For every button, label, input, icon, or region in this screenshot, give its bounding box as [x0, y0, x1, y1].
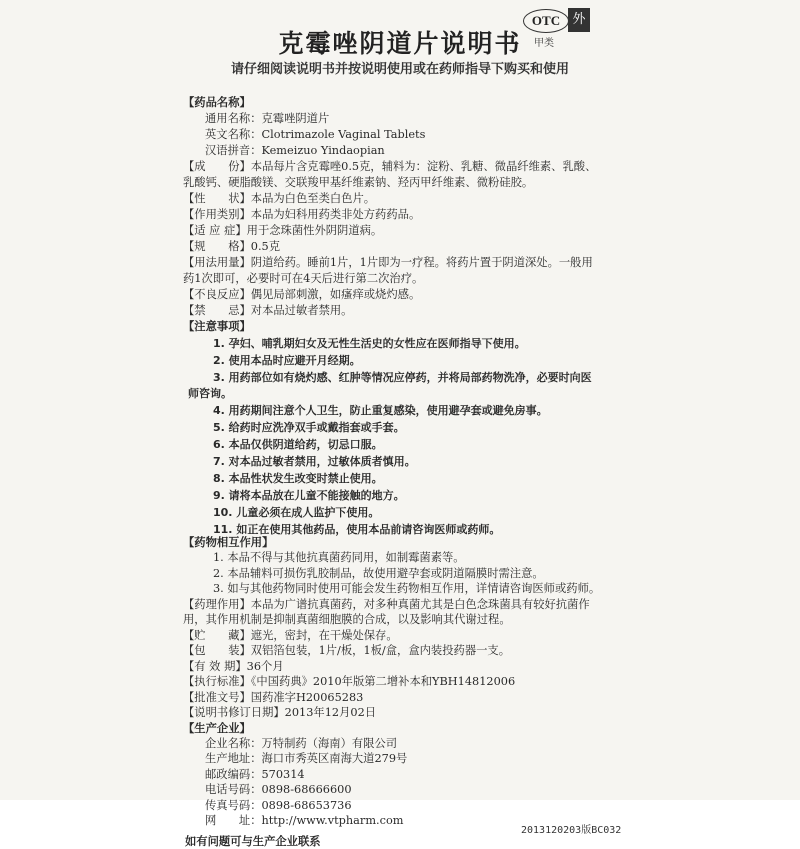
company-detail-line: 传真号码：0898-68653736 — [205, 798, 352, 812]
leaflet-line: 【有 效 期】36个月 — [183, 659, 284, 673]
leaflet-line: 【药品名称】 — [183, 96, 251, 109]
leaflet-line: 【生产企业】 — [183, 721, 251, 735]
company-detail-line: 网 址：http://www.vtpharm.com — [205, 814, 404, 827]
leaflet-line: 2. 本品辅料可损伤乳胶制品，故使用避孕套或阴道隔膜时需注意。 — [213, 566, 544, 580]
contact-note: 如有问题可与生产企业联系 — [185, 834, 321, 848]
company-detail-line: 邮政编码：570314 — [205, 767, 305, 781]
leaflet-line: 乳酸钙、硬脂酸镁、交联羧甲基纤维素钠、羟丙甲纤维素、微粉硅胶。 — [183, 176, 534, 189]
leaflet-line: 【作用类别】本品为妇科用药类非处方药药品。 — [183, 208, 421, 221]
leaflet-line: 6. 本品仅供阴道给药，切忌口服。 — [213, 438, 383, 451]
leaflet-line: 药1次即可，必要时可在4天后进行第二次治疗。 — [183, 272, 424, 285]
leaflet-line: 【执行标准】《中国药典》2010年版第二增补本和YBH14812006 — [183, 675, 516, 688]
leaflet-line: 通用名称：克霉唑阴道片 — [205, 112, 330, 125]
leaflet-line: 【规 格】0.5克 — [183, 240, 281, 253]
leaflet-line: 1. 孕妇、哺乳期妇女及无性生活史的女性应在医师指导下使用。 — [213, 337, 526, 350]
leaflet-line: 【不良反应】偶见局部刺激，如瘙痒或烧灼感。 — [183, 288, 421, 301]
leaflet-line: 英文名称：Clotrimazole Vaginal Tablets — [205, 128, 426, 141]
leaflet-line: 9. 请将本品放在儿童不能接触的地方。 — [213, 489, 405, 502]
leaflet-line: 师咨询。 — [188, 387, 232, 400]
leaflet-line: 【禁 忌】对本品过敏者禁用。 — [183, 304, 353, 317]
leaflet-line: 2. 使用本品时应避开月经期。 — [213, 354, 361, 367]
leaflet-line: 【成 份】本品每片含克霉唑0.5克，辅料为：淀粉、乳糖、微晶纤维素、乳酸、 — [183, 160, 597, 173]
document-subtitle: 请仔细阅读说明书并按说明使用或在药师指导下购买和使用 — [230, 62, 569, 77]
leaflet-line: 1. 本品不得与其他抗真菌药同用，如制霉菌素等。 — [213, 551, 465, 564]
otc-class-label: 甲类 — [534, 38, 554, 49]
otc-badge: OTC — [523, 9, 569, 33]
leaflet-line: 【注意事项】 — [183, 320, 251, 333]
leaflet-line: 7. 对本品过敏者禁用，过敏体质者慎用。 — [213, 455, 416, 468]
leaflet-version-code: 2013120203版BC032 — [521, 824, 622, 836]
leaflet-line: 3. 用药部位如有烧灼感、红肿等情况应停药，并将局部药物洗净，必要时向医 — [213, 371, 592, 384]
leaflet-line: 企业名称：万特制药（海南）有限公司 — [205, 736, 398, 750]
leaflet-line: 【用法用量】阴道给药。睡前1片，1片即为一疗程。将药片置于阴道深处。一般用 — [183, 256, 593, 269]
company-detail-line: 电话号码：0898-68666600 — [205, 783, 352, 796]
leaflet-line: 【性 状】本品为白色至类白色片。 — [183, 192, 376, 205]
leaflet-line: 用，其作用机制是抑制真菌细胞膜的合成，以及影响其代谢过程。 — [183, 613, 511, 626]
leaflet-line: 4. 用药期间注意个人卫生，防止重复感染，使用避孕套或避免房事。 — [213, 404, 548, 417]
leaflet-line: 10. 儿童必须在成人监护下使用。 — [213, 506, 380, 519]
leaflet-line: 【贮 藏】遮光，密封，在干燥处保存。 — [183, 628, 398, 642]
leaflet-line: 【适 应 症】用于念珠菌性外阴阴道病。 — [183, 224, 383, 237]
leaflet-line: 【药物相互作用】 — [183, 536, 274, 549]
leaflet-line: 【包 装】双铝箔包装，1片/板，1板/盒，盒内装投药器一支。 — [183, 644, 511, 657]
leaflet-line: 汉语拼音：Kemeizuo Yindaopian — [205, 144, 385, 157]
company-detail-line: 生产地址：海口市秀英区南海大道279号 — [205, 752, 408, 765]
leaflet-line: 11. 如正在使用其他药品，使用本品前请咨询医师或药师。 — [213, 523, 501, 536]
leaflet-line: 8. 本品性状发生改变时禁止使用。 — [213, 472, 383, 485]
otc-external-mark: 外 — [568, 8, 590, 32]
leaflet-line: 3. 如与其他药物同时使用可能会发生药物相互作用，详情请咨询医师或药师。 — [213, 582, 601, 595]
leaflet-line: 【说明书修订日期】2013年12月02日 — [183, 706, 377, 719]
leaflet-line: 【药理作用】本品为广谱抗真菌药，对多种真菌尤其是白色念珠菌具有较好抗菌作 — [183, 597, 590, 611]
leaflet-line: 【批准文号】国药准字H20065283 — [183, 690, 364, 704]
document-title: 克霉唑阴道片说明书 — [278, 29, 522, 58]
leaflet-line: 5. 给药时应洗净双手或戴指套或手套。 — [213, 421, 405, 434]
